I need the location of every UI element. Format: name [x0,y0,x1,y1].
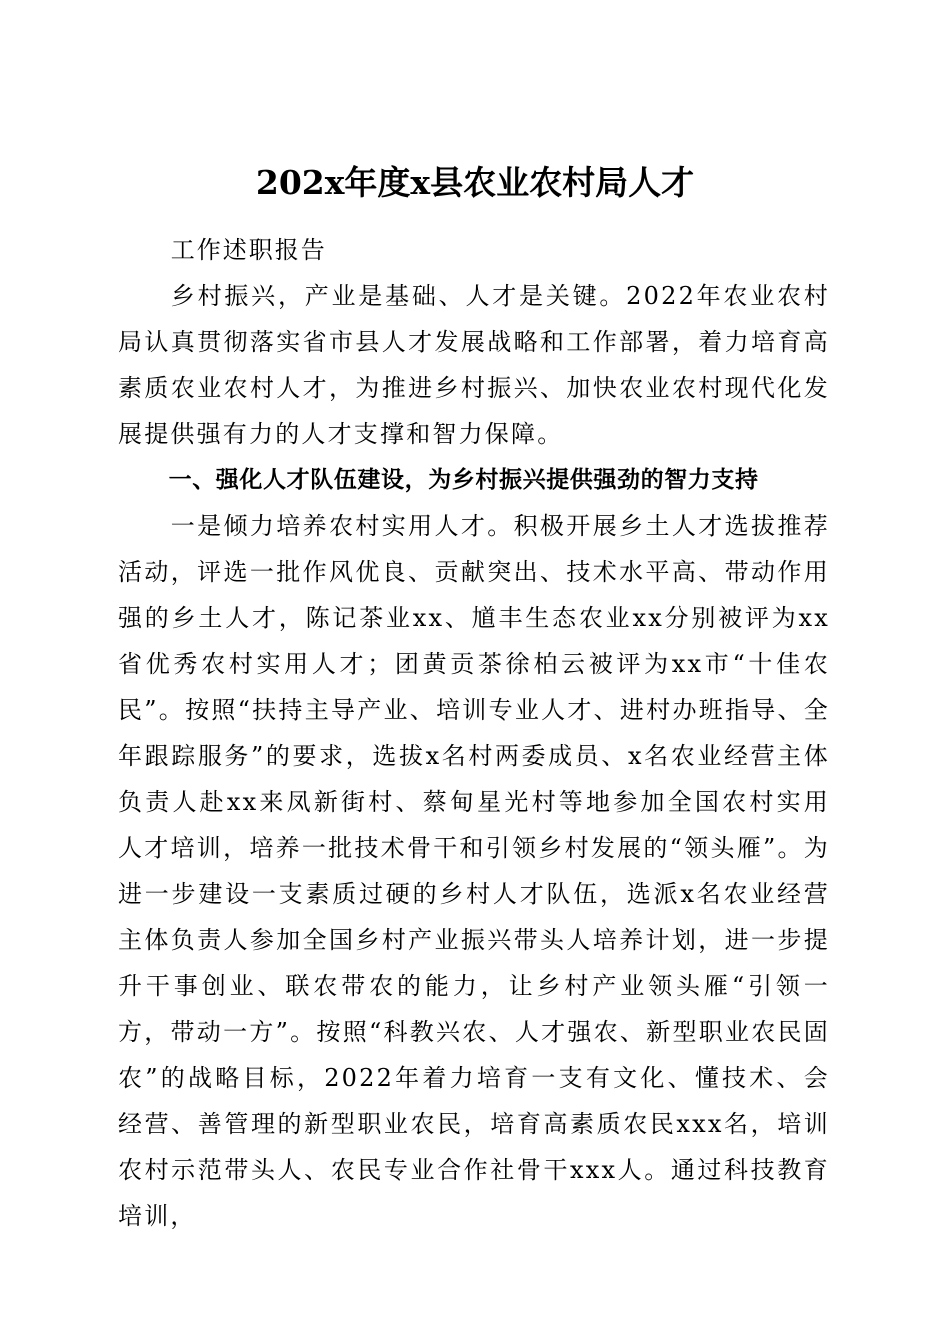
document-title: 202x年度x县农业农村局人才 [255,163,695,203]
paragraph-1-body: 积极开展乡土人才选拔推荐活动，评选一批作风优良、贡献突出、技术水平高、带动作用强的乡土人才，陈记茶业xx、馗丰生态农业xx分别被评为xx省优秀农村实用人才；团黄贡茶徐柏云被评为xx市“十佳农民”。按照“扶持主导产业、培训专业人才、进村办班指导、全年跟踪服务”的要求，选拔x名村两委成员、x名农业经营主体负责人赴xx来凤新街村、蔡甸星光村等地参加全国农村实用人才培训，培养一批技术骨干和引领乡村发展的“领头雁”。为进一步建设一支素质过硬的乡村人才队伍，选派x名农业经营主体负责人参加全国乡村产业振兴带头人培养计划，进一步提升干事创业、联农带农的能力，让乡村产业领头雁“引领一方，带动一方”。按照“科教兴农、人才强农、新型职业农民固农”的战略目标，2022年着力培育一支有文化、懂技术、会经营、善管理的新型职业农民，培育高素质农民xxx名，培训农村示范带头人、农民专业合作社骨干xxx人。通过科技教育培训， [118,512,830,1230]
document-subtitle: 工作述职报告 [170,236,327,264]
section-heading-1: 一、强化人才队伍建设，为乡村振兴提供强劲的智力支持 [168,467,759,493]
intro-paragraph: 乡村振兴，产业是基础、人才是关键。2022年农业农村局认真贯彻落实省市县人才发展战略和工作部署，着力培育高素质农业农村人才，为推进乡村振兴、加快农业农村现代化发展提供强有力的人才支撑和智力保障。 [118,282,830,448]
paragraph-1-lead: 一是倾力培养农村实用人才。 [170,512,514,540]
paragraph-1 [118,503,830,1239]
document-body [118,227,830,1239]
